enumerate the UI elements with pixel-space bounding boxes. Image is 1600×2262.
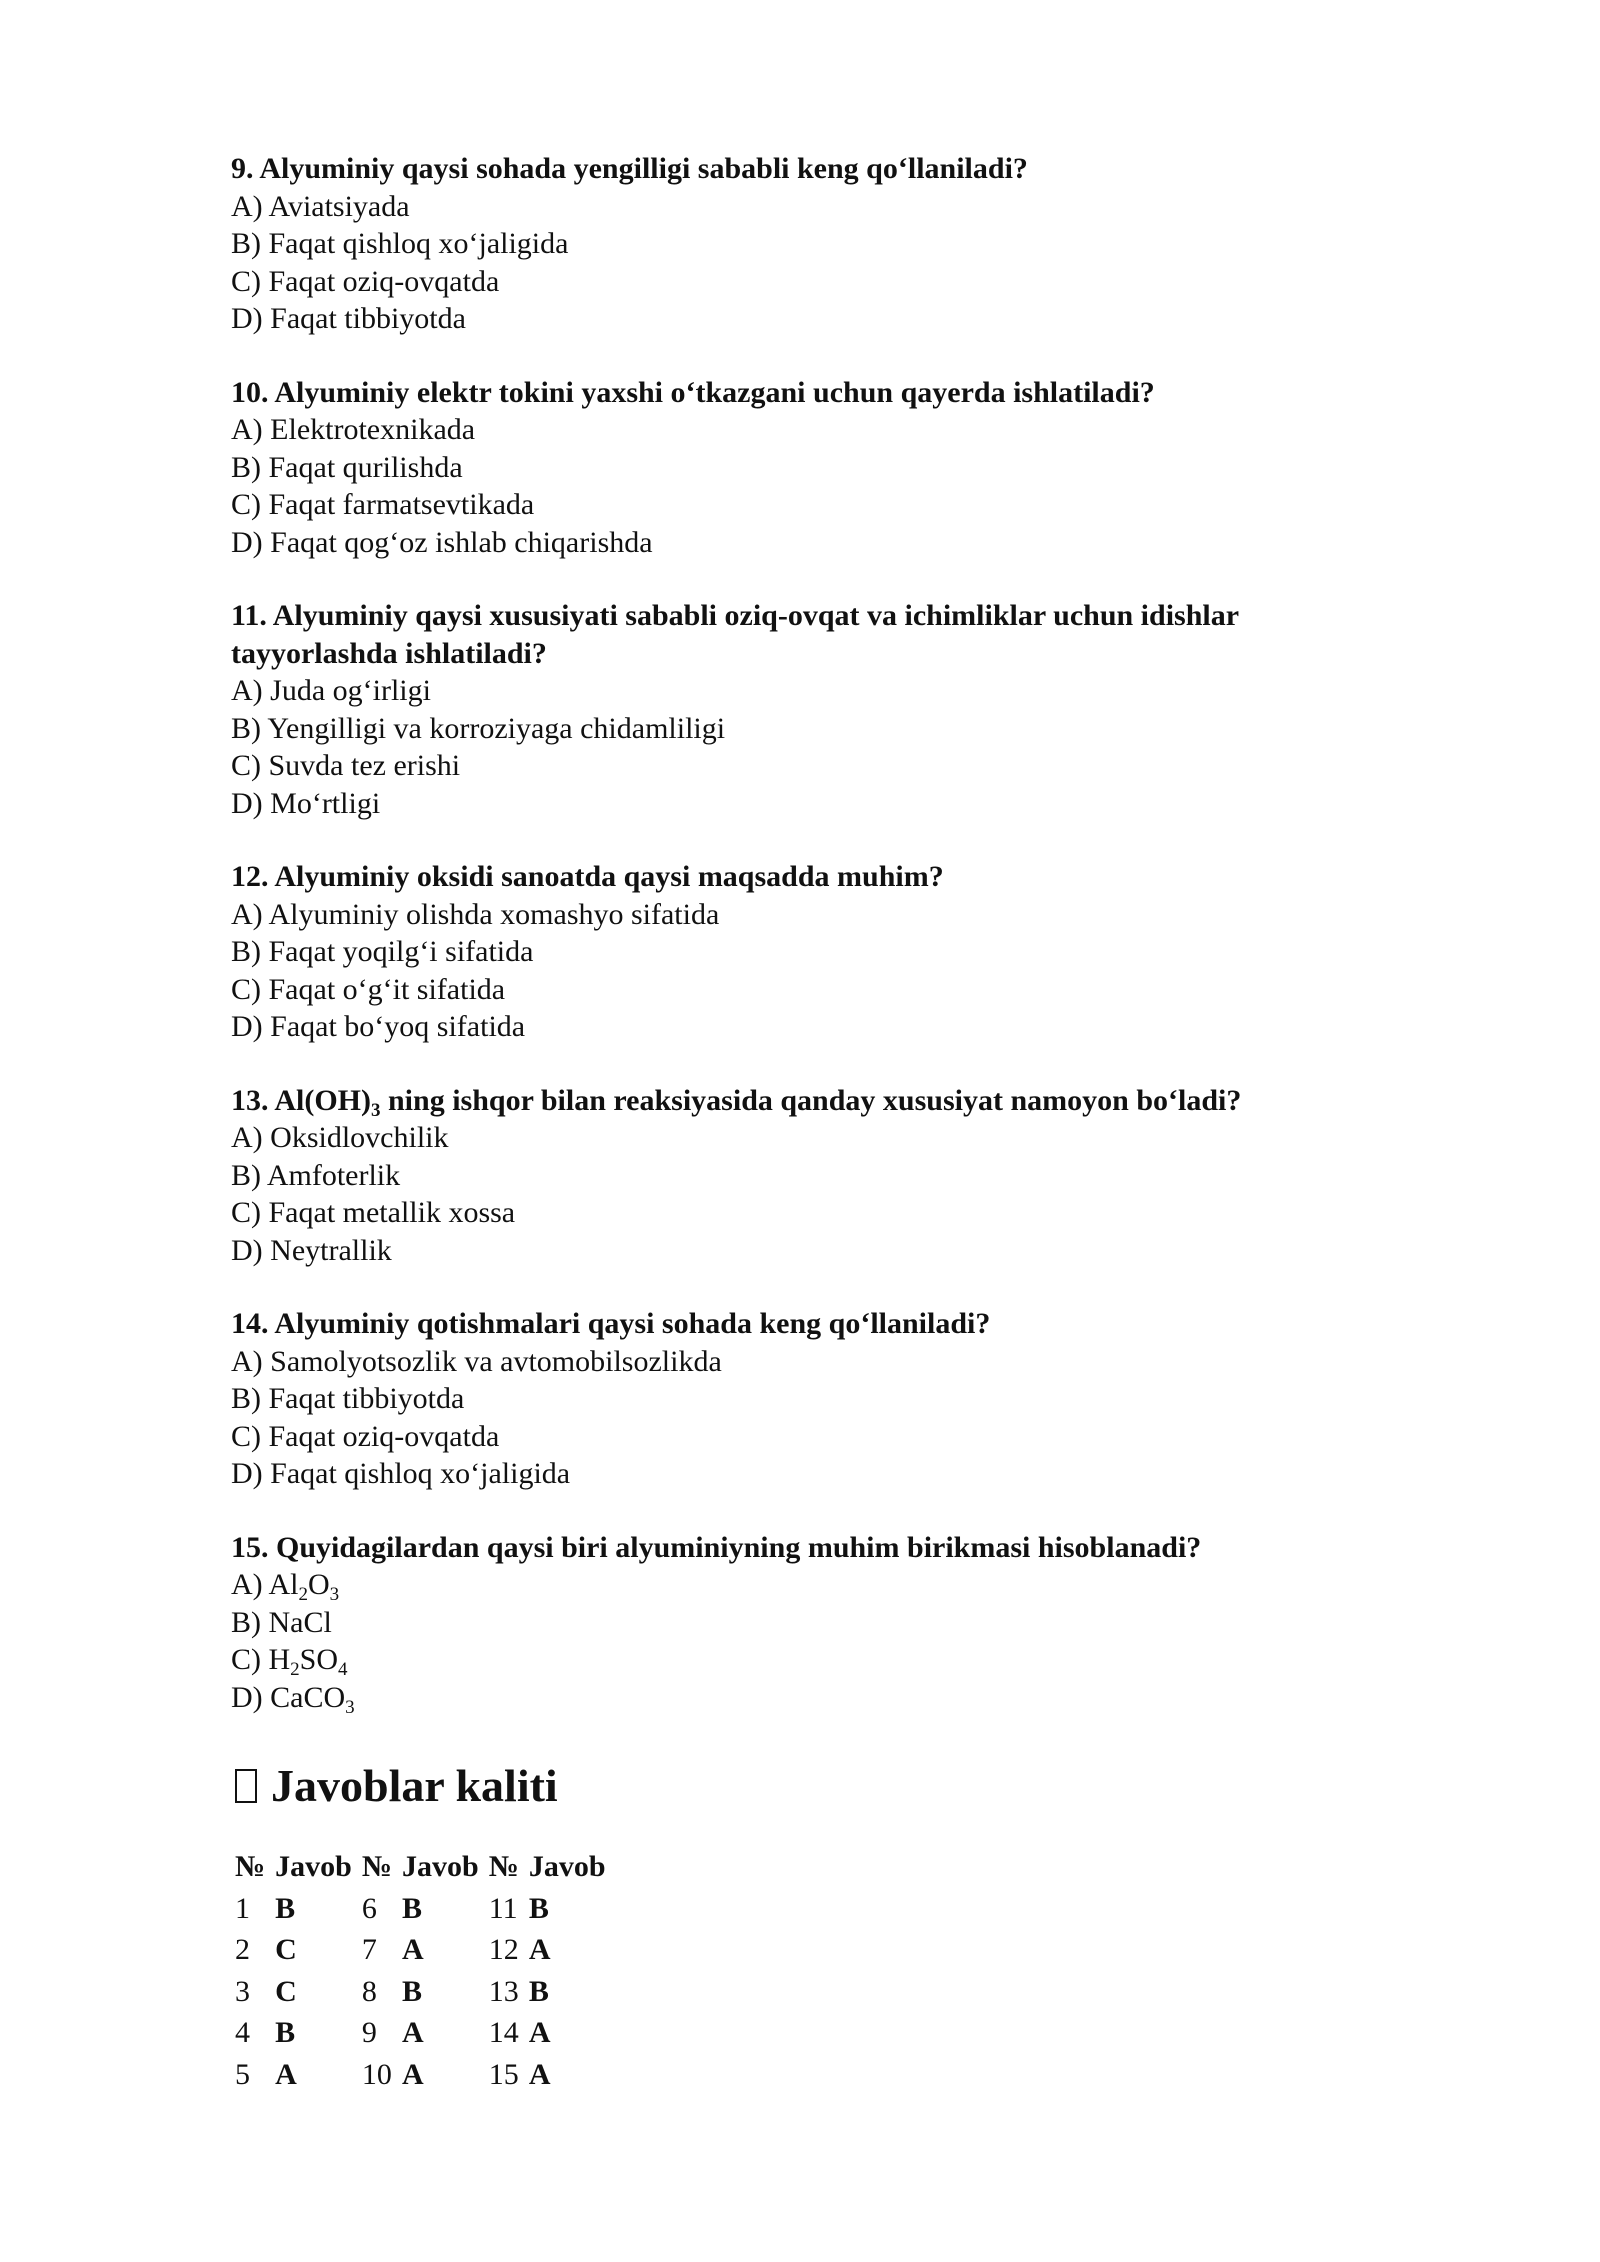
question-title: 14. Alyuminiy qotishmalari qaysi sohada keng qo‘llaniladi? xyxy=(231,1307,991,1340)
option-d: D) CaCO$_3$ xyxy=(231,1680,355,1718)
option-a: A) $Al_2O_3$ xyxy=(231,1568,340,1605)
option-c: C) $H_2SO_4$ xyxy=(231,1643,348,1680)
option-d: D) Mo‘rtligi xyxy=(231,786,381,820)
answer-letter: B xyxy=(275,2016,296,2050)
question-title: 9. Alyuminiy qaysi sohada yengilligi sababli keng qo‘llaniladi? xyxy=(231,152,1028,185)
option-a: A) Elektrotexnikada xyxy=(231,413,476,446)
option-d: D) Neytrallik xyxy=(231,1233,392,1267)
answer-letter: B xyxy=(275,1891,296,1925)
answer-letter: B xyxy=(402,1974,423,2008)
question-number: 6 xyxy=(361,1891,377,1925)
question-number: 3 xyxy=(235,1974,250,2008)
answer-letter: A xyxy=(528,2057,551,2091)
option-d: D) Faqat qog‘oz ishlab chiqarishda xyxy=(231,525,653,559)
option-c: C) Faqat o‘g‘it sifatida xyxy=(231,972,506,1006)
answer-letter: A xyxy=(528,2016,551,2050)
answer-letter: B xyxy=(528,1974,549,2008)
question-title: 10. Alyuminiy elektr tokini yaxshi o‘tkazgani uchun qayerda ishlatiladi? xyxy=(231,375,1155,409)
question-title-line-1: 11. Alyuminiy qaysi xususiyati sababli oziq-ovqat va ichimliklar uchun idishlar xyxy=(231,599,1240,632)
question-number: 4 xyxy=(235,2016,250,2050)
answer-letter: A xyxy=(402,1933,424,1967)
answer-letter: B xyxy=(528,1891,549,1925)
title-text: ning ishqor bilan reaksiyasida qanday xususiyat namoyon bo‘ladi? xyxy=(380,1083,1242,1117)
table-header-row xyxy=(231,1846,612,1888)
column-header: Javob xyxy=(275,1850,352,1883)
question-15 xyxy=(231,1529,1431,1717)
answer-letter: A xyxy=(275,2057,297,2091)
question-number: 2 xyxy=(235,1933,250,1967)
option-a: A) Juda og‘irligi xyxy=(231,674,431,707)
box-glyph-icon xyxy=(235,1769,257,1803)
option-b: B) Faqat qishloq xo‘jaligida xyxy=(231,227,569,260)
option-a: A) Samolyotsozlik va avtomobilsozlikda xyxy=(231,1344,722,1378)
option-c: C) Faqat oziq-ovqatda xyxy=(231,264,500,298)
option-b: B) Amfoterlik xyxy=(231,1158,401,1192)
question-number: 9 xyxy=(361,2016,377,2050)
question-number: 12 xyxy=(488,1933,519,1967)
option-b: B) Faqat tibbiyotda xyxy=(231,1382,465,1415)
answer-key-heading xyxy=(231,1758,1431,1814)
answer-letter: B xyxy=(402,1891,423,1925)
option-b: B) Faqat qurilishda xyxy=(231,450,463,484)
question-13 xyxy=(231,1082,1431,1270)
answer-key-table xyxy=(231,1846,612,2096)
question-number: 1 xyxy=(235,1891,250,1925)
column-header: № xyxy=(361,1850,392,1883)
question-title xyxy=(231,1082,1431,1120)
option-c: C) Suvda tez erishi xyxy=(231,749,461,782)
answer-key-title: Javoblar kaliti xyxy=(271,1760,558,1811)
subscript: 3 xyxy=(371,1099,381,1121)
option-c: C) Faqat farmatsevtikada xyxy=(231,488,535,521)
column-header: Javob xyxy=(402,1850,479,1883)
question-9 xyxy=(231,150,1431,338)
option-a: A) Aviatsiyada xyxy=(231,189,410,223)
question-title-line-2: tayyorlashda ishlatiladi? xyxy=(231,636,547,670)
document-page xyxy=(231,150,1431,2096)
question-number: 5 xyxy=(235,2057,250,2091)
question-number: 7 xyxy=(361,1933,377,1967)
question-number: 14 xyxy=(488,2016,519,2050)
answer-letter: A xyxy=(402,2016,424,2050)
question-number: 10 xyxy=(361,2057,392,2091)
option-b: B) NaCl xyxy=(231,1605,332,1639)
answer-letter: C xyxy=(275,1974,297,2008)
option-c: C) Faqat oziq-ovqatda xyxy=(231,1419,500,1453)
question-12 xyxy=(231,858,1431,1046)
answer-letter: A xyxy=(402,2057,424,2091)
option-a: A) Alyuminiy olishda xomashyo sifatida xyxy=(231,897,720,931)
option-d: D) Faqat qishloq xo‘jaligida xyxy=(231,1457,571,1490)
table-row xyxy=(231,2054,612,2096)
question-11 xyxy=(231,597,1431,822)
question-number: 15 xyxy=(488,2057,519,2091)
table-row xyxy=(231,1971,612,2013)
table-row xyxy=(231,1930,612,1972)
question-title: 15. Quyidagilardan qaysi biri alyuminiyning muhim birikmasi hisoblanadi? xyxy=(231,1530,1202,1564)
question-number: 8 xyxy=(361,1974,377,2008)
answer-letter: C xyxy=(275,1933,297,1967)
title-formula: 13. Al(OH) xyxy=(231,1083,371,1117)
table-row xyxy=(231,1888,612,1930)
option-d: D) Faqat bo‘yoq sifatida xyxy=(231,1010,526,1043)
column-header: № xyxy=(235,1850,266,1883)
option-d: D) Faqat tibbiyotda xyxy=(231,302,466,335)
option-b: B) Yengilligi va korroziyaga chidamliligi xyxy=(231,711,726,745)
answer-letter: A xyxy=(528,1933,551,1967)
option-a: A) Oksidlovchilik xyxy=(231,1121,449,1154)
question-number: 13 xyxy=(488,1974,519,2008)
question-number: 11 xyxy=(488,1891,518,1925)
column-header: № xyxy=(488,1850,519,1883)
option-c: C) Faqat metallik xossa xyxy=(231,1196,516,1229)
column-header: Javob xyxy=(528,1850,606,1883)
question-10 xyxy=(231,374,1431,562)
option-b: B) Faqat yoqilg‘i sifatida xyxy=(231,935,534,968)
table-row xyxy=(231,2013,612,2055)
question-title: 12. Alyuminiy oksidi sanoatda qaysi maqsadda muhim? xyxy=(231,860,944,893)
question-14 xyxy=(231,1305,1431,1493)
